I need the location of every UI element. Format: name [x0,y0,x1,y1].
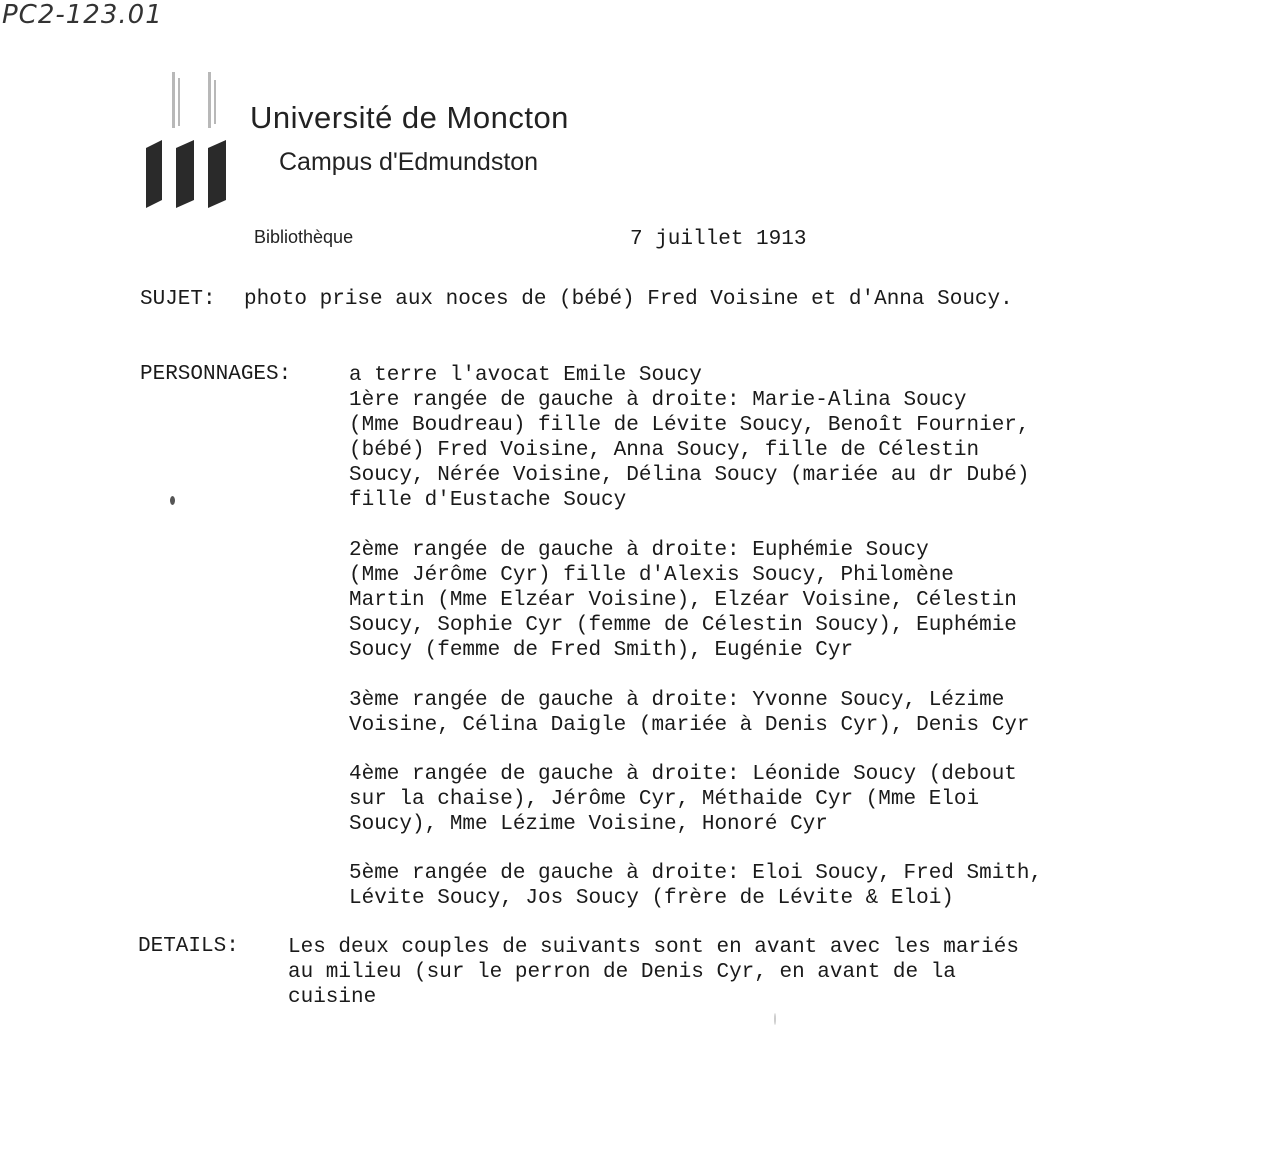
text-line: cuisine [288,986,377,1009]
personnages-group-2 [349,688,1030,738]
scan-speck [774,1013,776,1025]
university-name: Université de Moncton [250,100,569,135]
text-line: sur la chaise), Jérôme Cyr, Méthaide Cyr (Mme Eloi [349,788,980,811]
text-line: Soucy, Sophie Cyr (femme de Célestin Soucy), Euphémie [349,614,1017,637]
campus-name: Campus d'Edmundston [279,148,539,176]
subject-label: SUJET: [140,288,216,311]
text-line: Les deux couples de suivants sont en avant avec les mariés [288,936,1019,959]
subject-text: photo prise aux noces de (bébé) Fred Voisine et d'Anna Soucy. [244,288,1013,311]
text-line: Soucy (femme de Fred Smith), Eugénie Cyr [349,639,854,662]
text-line: fille d'Eustache Soucy [349,489,627,512]
personnages-group-3 [349,762,1017,837]
text-line: (bébé) Fred Voisine, Anna Soucy, fille de Célestin [349,439,980,462]
handwritten-reference: PC2-123.01 [2,0,163,30]
text-line: 4ème rangée de gauche à droite: Léonide Soucy (debout [349,763,1017,786]
personnages-group-4 [349,861,1042,911]
text-line: (Mme Jérôme Cyr) fille d'Alexis Soucy, Philomène [349,564,954,587]
university-logo [138,68,238,213]
text-line: Soucy, Nérée Voisine, Délina Soucy (mariée au dr Dubé) [349,464,1030,487]
department-label: Bibliothèque [254,227,354,247]
text-line: (Mme Boudreau) fille de Lévite Soucy, Benoît Fournier, [349,414,1030,437]
text-line: 3ème rangée de gauche à droite: Yvonne Soucy, Lézime [349,689,1005,712]
document-date: 7 juillet 1913 [630,228,807,251]
text-line: Martin (Mme Elzéar Voisine), Elzéar Voisine, Célestin [349,589,1017,612]
text-line: Lévite Soucy, Jos Soucy (frère de Lévite & Eloi) [349,887,954,910]
personnages-label: PERSONNAGES: [140,363,292,386]
text-line: a terre l'avocat Emile Soucy [349,364,702,387]
text-line: 1ère rangée de gauche à droite: Marie-Alina Soucy [349,389,967,412]
text-line: 2ème rangée de gauche à droite: Euphémie Soucy [349,539,929,562]
text-line: 5ème rangée de gauche à droite: Eloi Soucy, Fred Smith, [349,862,1043,885]
details-text [288,935,1019,1010]
details-label: DETAILS: [138,935,239,958]
personnages-group-0 [349,363,1030,513]
text-line: Soucy), Mme Lézime Voisine, Honoré Cyr [349,813,828,836]
scan-speck [170,496,175,505]
text-line: au milieu (sur le perron de Denis Cyr, en avant de la [288,961,956,984]
personnages-group-1 [349,538,1017,663]
text-line: Voisine, Célina Daigle (mariée à Denis Cyr), Denis Cyr [349,714,1030,737]
